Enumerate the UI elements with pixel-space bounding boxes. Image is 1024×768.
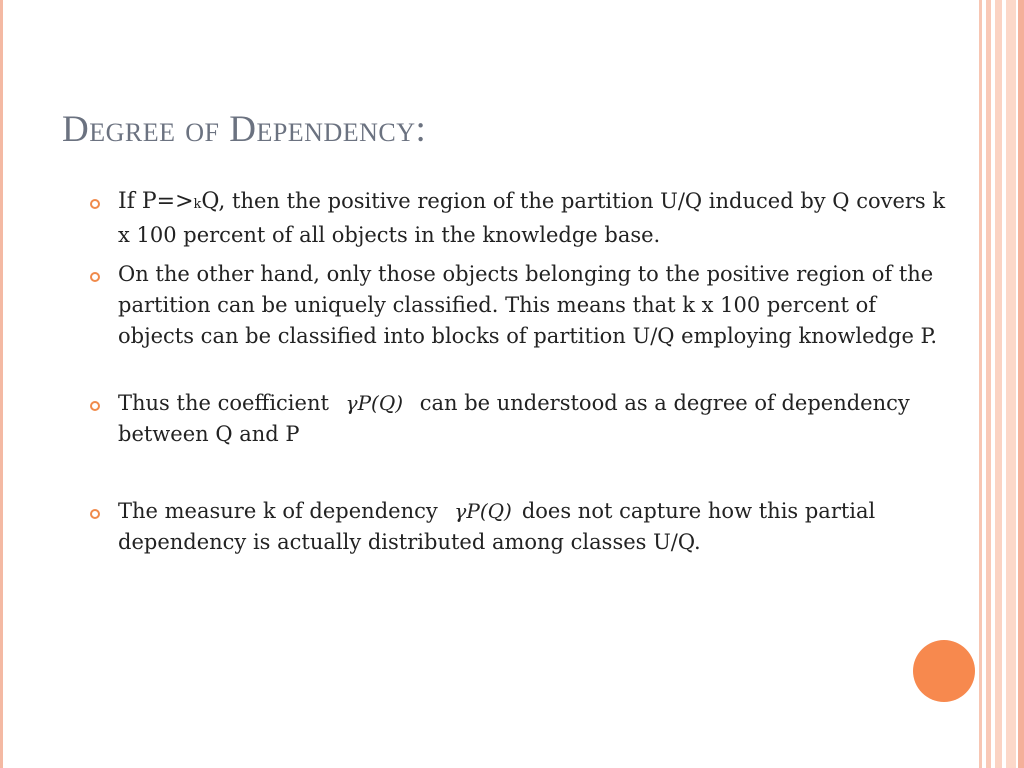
right-border-stripe [986,0,991,768]
right-border-stripe [979,0,982,768]
bullet-item [88,186,958,251]
bullet-icon [90,509,100,519]
bullet-icon [90,401,100,411]
bullet-text: can be understood as a degree of dependency between Q and P [118,391,910,446]
bullet-text: does not capture how this partial dependency is actually distributed among classes U/Q. [118,499,876,554]
gamma-formula: γP(Q) [345,391,404,415]
slide-title: Degree of Dependency: [62,109,427,150]
right-border-stripe [995,0,1002,768]
lead-prefix: If P=> [118,189,194,214]
decorative-circle [913,640,975,702]
bullet-item [88,259,958,352]
subscript-k: k [193,197,202,212]
left-border [0,0,3,768]
bullet-text: On the other hand, only those objects belonging to the positive region of the partition can be uniquely classified. This means that k x 100 percent of objects can be classified into blocks of partition U/Q employing knowledge P. [118,262,938,348]
lead-suffix: Q, [201,189,226,214]
bullet-item [88,496,958,558]
right-border-stripe [1006,0,1016,768]
bullet-icon [90,272,100,282]
bullet-item [88,388,958,450]
bullet-icon [90,199,100,209]
bullet-text: then the positive region of the partition U/Q induced by Q covers k x 100 percent of all objects in the knowledge base. [118,189,946,247]
right-border-stripe [1018,0,1024,768]
bullet-list [88,186,958,558]
bullet-text: The measure k of dependency [118,499,438,523]
bullet-text: Thus the coefficient [118,391,329,415]
gamma-formula: γP(Q) [454,499,512,523]
